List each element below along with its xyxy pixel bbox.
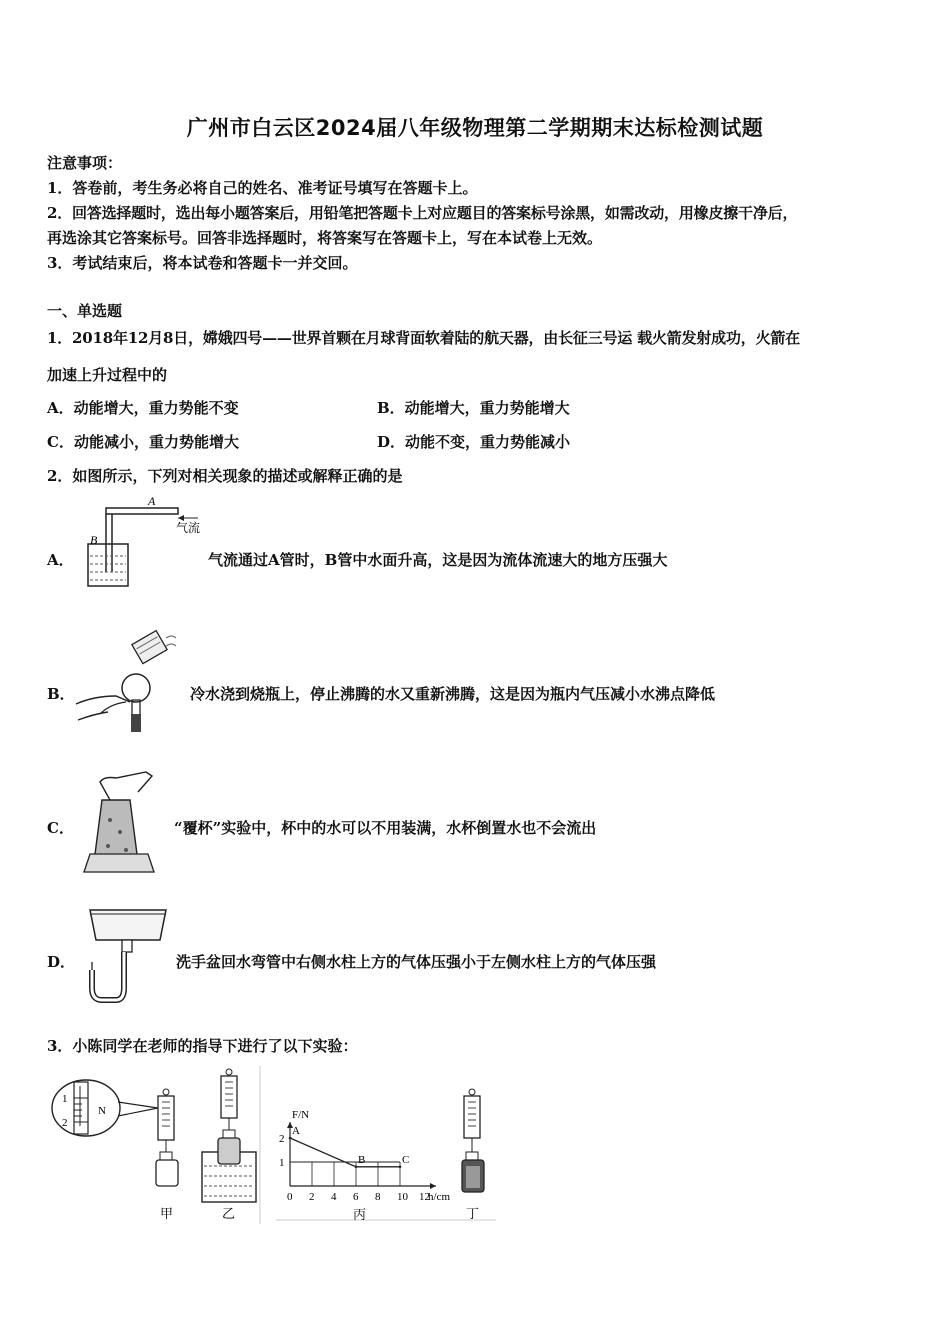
q1-option-d[interactable]: D．动能不变，重力势能减小 [377, 433, 571, 451]
point-label: B [358, 1153, 366, 1166]
q1-stem-cont: 加速上升过程中的 [47, 366, 168, 384]
x-axis-label: h/cm [428, 1191, 450, 1203]
panel-label-jia: 甲 [160, 1206, 174, 1221]
x-tick-label: 8 [375, 1191, 381, 1203]
point-label: C [402, 1153, 410, 1166]
q2-figure-a-venturi-tubes [78, 494, 213, 590]
q1-option-a[interactable]: A．动能增大，重力势能不变 [47, 399, 239, 417]
scale-tick-1: 1 [62, 1093, 68, 1105]
q2-option-d-text[interactable]: 洗手盆回水弯管中右侧水柱上方的气体压强小于左侧水柱上方的气体压强 [176, 953, 657, 971]
q3-stem: 3．小陈同学在老师的指导下进行了以下实验： [47, 1037, 358, 1055]
x-tick-label: 0 [287, 1191, 293, 1203]
y-axis-label: F/N [292, 1109, 310, 1121]
q2-figure-c-inverted-cup [80, 770, 162, 878]
y-tick-label: 1 [279, 1157, 285, 1169]
section-heading: 一、单选题 [47, 302, 123, 320]
notice-heading: 注意事项： [47, 154, 123, 172]
q3-figure-yi [196, 1066, 262, 1226]
panel-label-yi: 乙 [222, 1206, 236, 1221]
notice-item: 2．回答选择题时，选出每小题答案后，用铅笔把答题卡上对应题目的答案标号涂黑，如需改动，用橡皮擦干净后， [47, 204, 798, 222]
y-tick-label: 2 [279, 1133, 285, 1145]
x-tick-label: 4 [331, 1191, 337, 1203]
q3-figure-jia [46, 1066, 196, 1226]
scale-tick-2: 2 [62, 1117, 68, 1129]
x-tick-label: 10 [397, 1191, 408, 1203]
scale-unit: N [98, 1105, 106, 1117]
q2-option-a-label[interactable]: A． [47, 551, 74, 569]
q3-figure-ding [452, 1086, 502, 1226]
notice-item: 再选涂其它答案标号。回答非选择题时，将答案写在答题卡上，写在本试卷上无效。 [47, 229, 603, 247]
airflow-label: 气流 [176, 521, 201, 535]
notice-item: 3．考试结束后，将本试卷和答题卡一并交回。 [47, 254, 358, 272]
notice-item: 1．答卷前，考生务必将自己的姓名、准考证号填写在答题卡上。 [47, 179, 478, 197]
x-tick-label: 12 [419, 1191, 430, 1203]
q2-option-a-text[interactable]: 气流通过A管时，B管中水面升高，这是因为流体流速大的地方压强大 [208, 551, 668, 569]
q1-option-b[interactable]: B．动能增大，重力势能增大 [377, 399, 570, 417]
page-title: 广州市白云区2024届八年级物理第二学期期末达标检测试题 [186, 116, 764, 140]
q2-figure-b-flask [70, 628, 190, 736]
x-tick-label: 6 [353, 1191, 359, 1203]
q1-stem: 1．2018年12月8日，嫦娥四号——世界首颗在月球背面软着陆的航天器，由长征三号运 载火箭发射成功，火箭在 [47, 329, 800, 347]
data-point [355, 1166, 358, 1169]
point-label: A [292, 1125, 300, 1137]
panel-label-ding: 丁 [466, 1206, 480, 1221]
tube-a-label: A [148, 494, 156, 508]
q2-option-c-text[interactable]: “覆杯”实验中，杯中的水可以不用装满，水杯倒置水也不会流出 [174, 819, 597, 837]
q2-figure-d-sink-trap [80, 904, 170, 1008]
panel-label-bing: 丙 [353, 1208, 367, 1223]
q2-option-b-label[interactable]: B． [47, 685, 75, 703]
q2-option-b-text[interactable]: 冷水浇到烧瓶上，停止沸腾的水又重新沸腾，这是因为瓶内气压减小水沸点降低 [190, 685, 716, 703]
data-point [289, 1137, 292, 1140]
q2-option-d-label[interactable]: D． [47, 953, 76, 971]
x-axis-arrow [430, 1183, 436, 1189]
q1-option-c[interactable]: C．动能减小，重力势能增大 [47, 433, 239, 451]
tube-b-label: B [90, 533, 98, 547]
data-point [399, 1166, 402, 1169]
x-tick-label: 2 [309, 1191, 315, 1203]
q2-option-c-label[interactable]: C． [47, 819, 74, 837]
q2-stem: 2．如图所示，下列对相关现象的描述或解释正确的是 [47, 467, 403, 485]
